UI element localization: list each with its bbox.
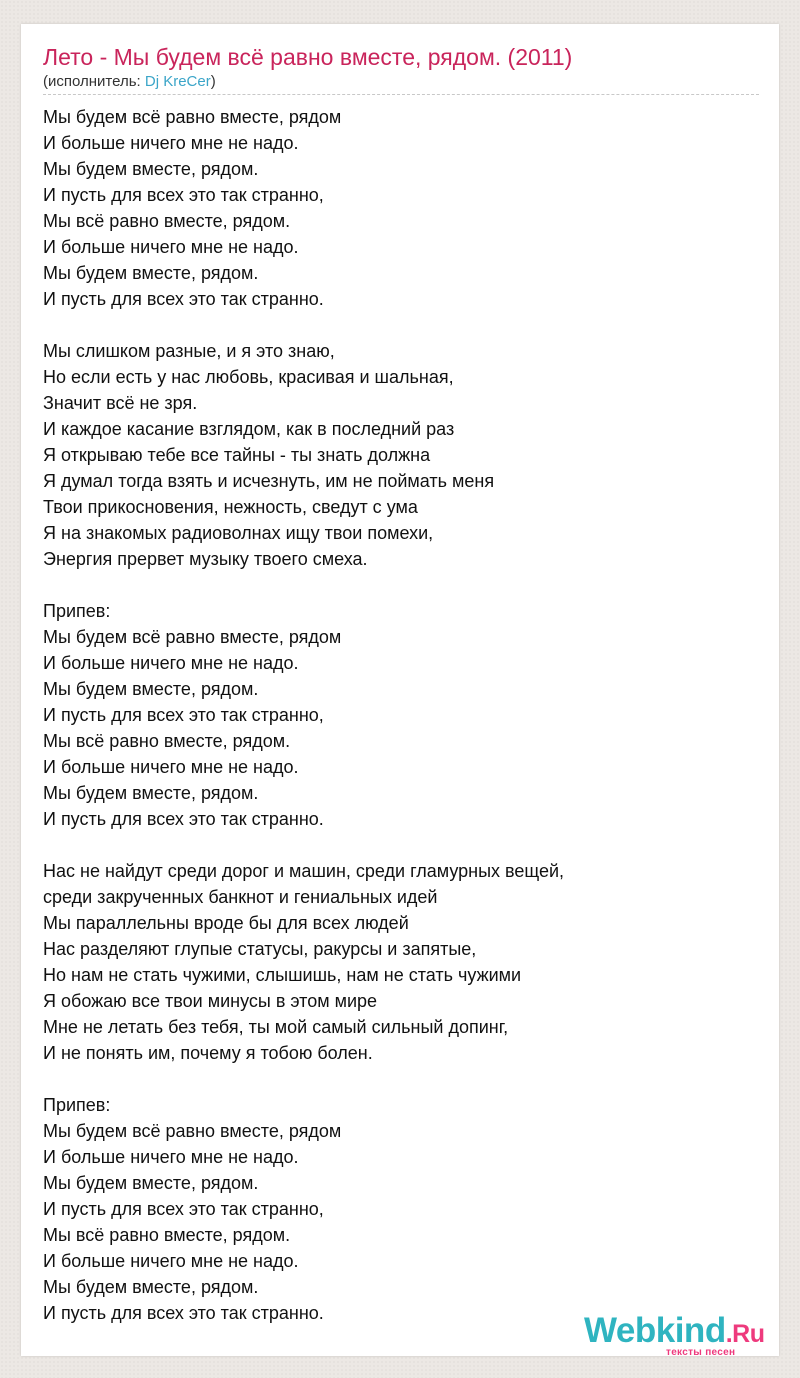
- lyric-line: И пусть для всех это так странно.: [43, 809, 324, 829]
- artist-link[interactable]: Dj KreCer: [144, 73, 211, 90]
- lyric-line: Энергия прервет музыку твоего смеха.: [43, 549, 368, 569]
- lyric-line: Мы будем всё равно вместе, рядом: [43, 107, 342, 127]
- song-title: Лето - Мы будем всё равно вместе, рядом. (2011): [43, 44, 573, 70]
- lyric-line: Я на знакомых радиоволнах ищу твои помехи,: [43, 523, 434, 543]
- lyric-line: И больше ничего мне не надо.: [43, 1147, 299, 1167]
- lyric-line: Значит всё не зря.: [43, 393, 198, 413]
- lyric-line: Припев:: [43, 601, 111, 621]
- lyric-line: И пусть для всех это так странно.: [43, 289, 324, 309]
- artist-prefix: (исполнитель:: [43, 73, 145, 90]
- logo-tagline: тексты песен: [666, 1347, 736, 1358]
- lyrics-card: [21, 24, 779, 1356]
- lyric-line: Мы всё равно вместе, рядом.: [43, 1225, 291, 1245]
- logo-wordmark: [584, 1311, 764, 1351]
- lyric-line: среди закрученных банкнот и гениальных идей: [43, 887, 438, 907]
- lyric-line: Твои прикосновения, нежность, сведут с ума: [43, 497, 418, 517]
- lyric-line: Но если есть у нас любовь, красивая и шальная,: [43, 367, 454, 387]
- lyric-line: Мы параллельны вроде бы для всех людей: [43, 913, 409, 933]
- lyric-line: Мы всё равно вместе, рядом.: [43, 731, 291, 751]
- lyric-line: И больше ничего мне не надо.: [43, 133, 299, 153]
- lyric-line: И больше ничего мне не надо.: [43, 653, 299, 673]
- lyric-line: Мы будем всё равно вместе, рядом: [43, 627, 342, 647]
- lyric-line: И пусть для всех это так странно,: [43, 1199, 324, 1219]
- lyric-line: И не понять им, почему я тобою болен.: [43, 1043, 373, 1063]
- logo-word: Webkind: [584, 1311, 726, 1350]
- lyric-line: Мы всё равно вместе, рядом.: [43, 211, 291, 231]
- lyric-line: Я обожаю все твои минусы в этом мире: [43, 991, 378, 1011]
- lyric-line: Нас разделяют глупые статусы, ракурсы и запятые,: [43, 939, 477, 959]
- lyrics-stanza: [43, 1092, 759, 1326]
- lyric-line: Нас не найдут среди дорог и машин, среди гламурных вещей,: [43, 861, 565, 881]
- lyric-line: Но нам не стать чужими, слышишь, нам не стать чужими: [43, 965, 522, 985]
- lyric-line: И больше ничего мне не надо.: [43, 757, 299, 777]
- lyrics-body: [43, 104, 759, 1352]
- lyric-line: Мы будем вместе, рядом.: [43, 783, 259, 803]
- artist-suffix: ): [210, 73, 216, 90]
- lyrics-stanza: [43, 338, 759, 572]
- lyric-line: И больше ничего мне не надо.: [43, 237, 299, 257]
- lyrics-stanza: [43, 104, 759, 312]
- lyric-line: Мы будем вместе, рядом.: [43, 1277, 259, 1297]
- header-divider: [43, 94, 759, 95]
- lyrics-stanza: [43, 858, 759, 1066]
- lyric-line: Я открываю тебе все тайны - ты знать должна: [43, 445, 431, 465]
- lyric-line: Мы будем вместе, рядом.: [43, 159, 259, 179]
- lyric-line: Мы будем вместе, рядом.: [43, 679, 259, 699]
- lyric-line: Мы будем вместе, рядом.: [43, 263, 259, 283]
- logo-tld: .Ru: [725, 1320, 765, 1348]
- lyric-line: И пусть для всех это так странно.: [43, 1303, 324, 1323]
- lyric-line: Мы будем всё равно вместе, рядом: [43, 1121, 342, 1141]
- lyric-line: И пусть для всех это так странно,: [43, 705, 324, 725]
- lyric-line: Мы слишком разные, и я это знаю,: [43, 341, 335, 361]
- artist-line: [43, 73, 216, 90]
- lyric-line: И каждое касание взглядом, как в последний раз: [43, 419, 455, 439]
- lyric-line: И больше ничего мне не надо.: [43, 1251, 299, 1271]
- site-logo[interactable]: [584, 1311, 784, 1357]
- lyric-line: Я думал тогда взять и исчезнуть, им не поймать меня: [43, 471, 495, 491]
- lyrics-stanza: [43, 598, 759, 832]
- lyric-line: Мы будем вместе, рядом.: [43, 1173, 259, 1193]
- lyric-line: Припев:: [43, 1095, 111, 1115]
- lyric-line: Мне не летать без тебя, ты мой самый сильный допинг,: [43, 1017, 509, 1037]
- lyric-line: И пусть для всех это так странно,: [43, 185, 324, 205]
